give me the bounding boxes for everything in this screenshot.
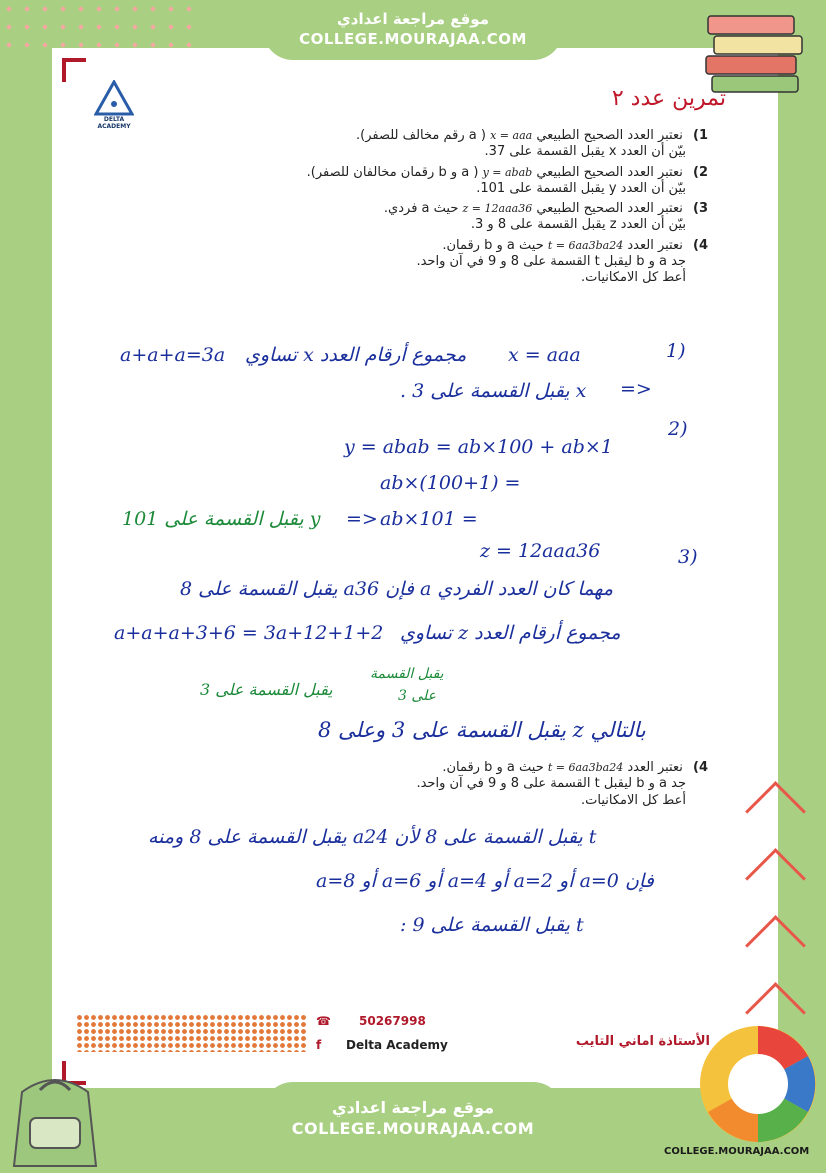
banner-arabic: موقع مراجعة اعدادي bbox=[337, 10, 489, 28]
corner-bracket bbox=[62, 58, 86, 82]
solution-conclusion: y يقبل القسمة على 101 bbox=[122, 508, 321, 530]
problem-question: بيّن أن العدد z يقبل القسمة على 8 و 3. bbox=[470, 217, 686, 233]
solution-line: t يقبل القسمة على 8 لأن a24 يقبل القسمة على 8 ومنه bbox=[148, 826, 597, 848]
solution-number: (3 bbox=[678, 546, 698, 568]
exercise-title: تمرين عدد ٢ bbox=[611, 86, 726, 111]
problem-item bbox=[248, 760, 708, 813]
solution-line: y = abab = ab×100 + ab×1 bbox=[344, 436, 613, 458]
solution-line: = ab×(100+1) bbox=[380, 472, 521, 494]
problem-question: بيّن أن العدد y يقبل القسمة على 101. bbox=[476, 180, 686, 196]
solution-conclusion: بالتالي z يقبل القسمة على 3 وعلى 8 bbox=[318, 718, 646, 742]
implication-arrow: <= bbox=[346, 508, 378, 530]
problem-text: نعتبر العدد الصحيح الطبيعي bbox=[536, 201, 683, 216]
solution-expression: a+a+a=3a bbox=[120, 344, 226, 366]
problem-condition: ( a و b رقمان مخالفان للصفر). bbox=[306, 164, 479, 180]
logo-text: DELTA ACADEMY bbox=[97, 116, 131, 130]
phone-number: 50267998 bbox=[359, 1014, 426, 1028]
problem-expression: z = 12aaa36 bbox=[462, 202, 533, 215]
solution-number: (1 bbox=[666, 340, 686, 362]
books-icon bbox=[700, 8, 820, 98]
solution-line: مجموع أرقام العدد x تساوي bbox=[245, 344, 467, 366]
solution-expression: 1+2+a+a+a+3+6 = 3a+12 bbox=[114, 622, 384, 644]
solution-line: x يقبل القسمة على 3 . bbox=[400, 380, 587, 402]
teacher-name: الأستاذة اماني التايب bbox=[575, 1034, 710, 1049]
solution-line: x = aaa bbox=[508, 344, 581, 366]
implication-arrow: <= bbox=[620, 378, 652, 400]
problem-condition: حيث a و b رقمان. bbox=[442, 760, 544, 775]
problem-note: أعط كل الامكانيات. bbox=[580, 270, 686, 285]
problem-item bbox=[248, 165, 708, 198]
problem-number: 4) bbox=[693, 237, 708, 253]
banner-arabic: موقع مراجعة اعدادي bbox=[331, 1098, 495, 1117]
education-wheel-icon bbox=[696, 1022, 820, 1146]
solution-line: t يقبل القسمة على 9 : bbox=[400, 914, 584, 936]
problem-question: جد a و b ليقبل t القسمة على 8 و 9 في آن واحد. bbox=[416, 253, 686, 269]
site-banner-top[interactable] bbox=[263, 0, 563, 60]
chevron-up-icon bbox=[745, 915, 806, 976]
problem-question: بيّن أن العدد x يقبل القسمة على 37. bbox=[484, 144, 686, 160]
problem-condition: ( a رقم مخالف للصفر). bbox=[356, 128, 486, 143]
backpack-icon bbox=[0, 1060, 110, 1169]
problem-question: جد a و b ليقبل t القسمة على 8 و 9 في آن واحد. bbox=[416, 776, 686, 792]
problem-item bbox=[248, 238, 708, 287]
problem-text: نعتبر العدد الصحيح الطبيعي bbox=[536, 128, 683, 143]
solution-line: z = 12aaa36 bbox=[480, 540, 601, 562]
decorative-dots bbox=[76, 1014, 306, 1052]
problem-number: 3) bbox=[693, 201, 708, 216]
problem-expression: t = 6aa3ba24 bbox=[547, 761, 624, 774]
facebook-icon: f bbox=[316, 1038, 322, 1052]
worksheet-footer bbox=[76, 1008, 746, 1056]
site-banner-bottom[interactable] bbox=[263, 1082, 563, 1152]
banner-url[interactable]: COLLEGE.MOURAJAA.COM bbox=[299, 30, 527, 48]
problem-number: 2) bbox=[693, 164, 708, 180]
problem-number: 1) bbox=[693, 128, 708, 143]
solution-line: مهما كان العدد الفردي a فإن a36 يقبل القسمة على 8 bbox=[180, 578, 614, 600]
solution-line: مجموع أرقام العدد z تساوي bbox=[400, 622, 621, 644]
problem-expression: x = aaa bbox=[490, 129, 533, 142]
problem-text: نعتبر العدد bbox=[627, 237, 683, 253]
problem-expression: y = abab bbox=[482, 165, 533, 179]
brand-url[interactable]: COLLEGE.MOURAJAA.COM bbox=[664, 1146, 810, 1157]
problem-condition: حيث a و b رقمان. bbox=[442, 237, 544, 253]
problem-condition: حيث a فردي. bbox=[383, 201, 459, 216]
chevron-up-icon bbox=[745, 781, 806, 842]
solution-line: = ab×101 bbox=[380, 508, 478, 530]
delta-academy-logo bbox=[90, 80, 138, 130]
problem-number: 4) bbox=[693, 760, 708, 775]
problem-item bbox=[248, 128, 708, 161]
problem-item bbox=[248, 201, 708, 234]
problem-expression: t = 6aa3ba24 bbox=[547, 238, 624, 252]
solution-line: فإن a=0 أو a=2 أو a=4 أو a=6 أو a=8 bbox=[316, 870, 654, 892]
problem-note: أعط كل الامكانيات. bbox=[580, 792, 686, 808]
solution-number: (2 bbox=[668, 418, 688, 440]
problem-list bbox=[248, 128, 708, 290]
problem-text: نعتبر العدد الصحيح الطبيعي bbox=[536, 164, 683, 180]
decorative-chevrons bbox=[732, 790, 812, 1058]
facebook-name: Delta Academy bbox=[346, 1038, 448, 1052]
solution-note: يقبل القسمة على 3 bbox=[200, 680, 333, 699]
problem-text: نعتبر العدد bbox=[627, 760, 683, 775]
solution-note: يقبل القسمة bbox=[370, 666, 444, 682]
banner-url[interactable]: COLLEGE.MOURAJAA.COM bbox=[291, 1119, 535, 1138]
chevron-up-icon bbox=[745, 848, 806, 909]
phone-icon: ☎ bbox=[316, 1014, 331, 1028]
solution-note: على 3 bbox=[398, 688, 437, 704]
